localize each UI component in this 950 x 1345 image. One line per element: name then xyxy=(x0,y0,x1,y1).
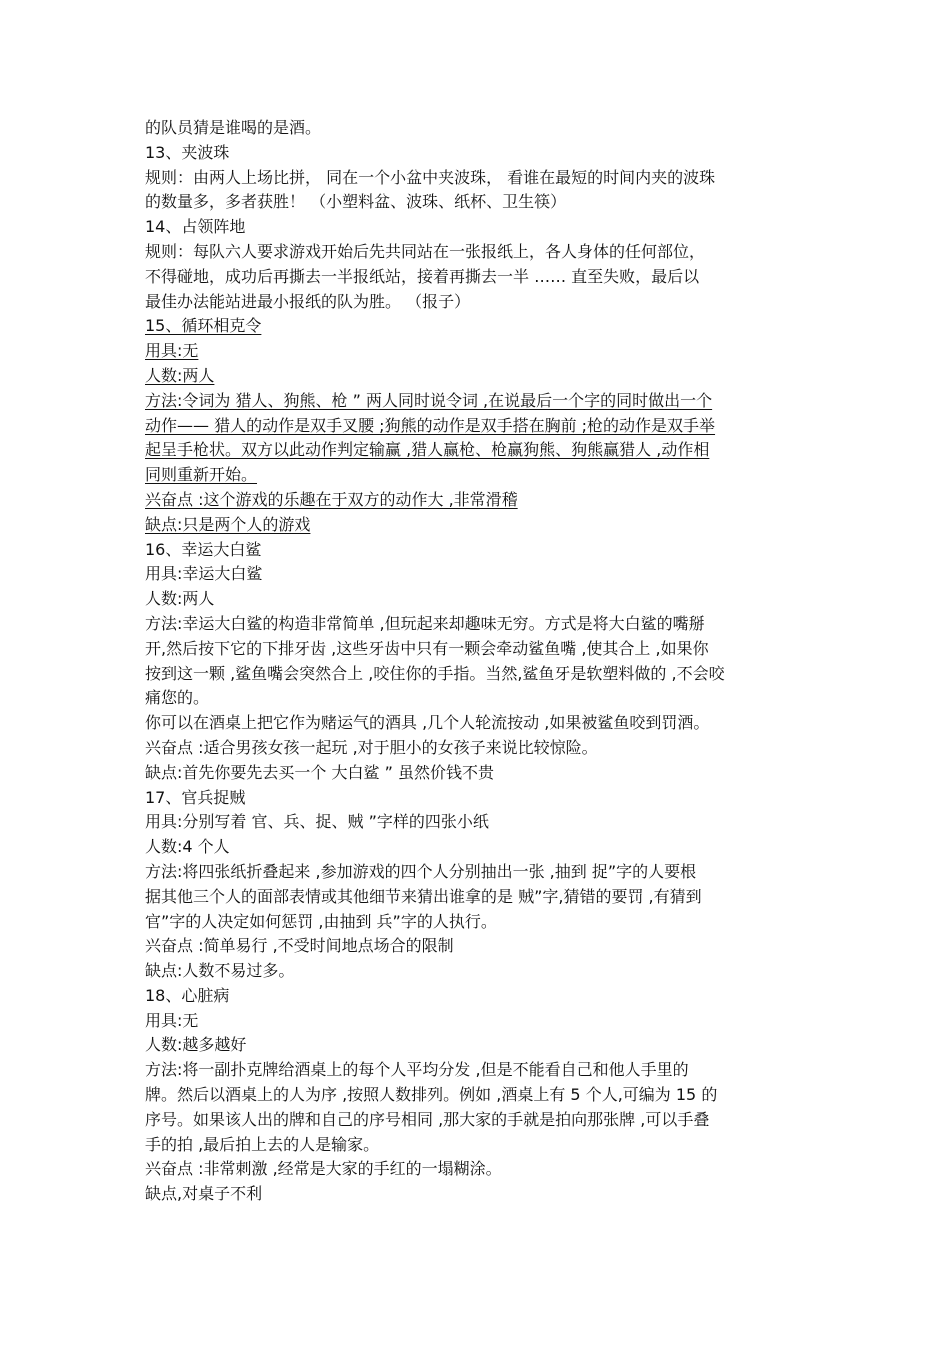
text-line: 用具:幸运大白鲨 xyxy=(145,564,263,584)
text-line: 兴奋点 :非常刺激 ,经常是大家的手红的一塌糊涂。 xyxy=(145,1159,502,1179)
text-line: 规则：每队六人要求游戏开始后先共同站在一张报纸上，各人身体的任何部位， xyxy=(145,241,706,261)
text-line: 序号。如果该人出的牌和自己的序号相同 ,那大家的手就是拍向那张牌 ,可以手叠 xyxy=(145,1109,710,1129)
text-line: 痛您的。 xyxy=(145,688,210,708)
section-heading: 16、幸运大白鲨 xyxy=(145,539,262,559)
text-line: 动作—— 猎人的动作是双手叉腰 ;狗熊的动作是双手搭在胸前 ;枪的动作是双手举 xyxy=(145,415,716,435)
text-line: 缺点:只是两个人的游戏 xyxy=(145,514,311,534)
text-line: 用具:分别写着 官、兵、捉、贼 ”字样的四张小纸 xyxy=(145,812,489,832)
text-line: 据其他三个人的面部表情或其他细节来猜出谁拿的是 贼”字,猜错的要罚 ,有猜到 xyxy=(145,886,702,906)
text-line: 缺点:首先你要先去买一个 大白鲨 ” 虽然价钱不贵 xyxy=(145,762,494,782)
text-line: 兴奋点 :这个游戏的乐趣在于双方的动作大 ,非常滑稽 xyxy=(145,489,518,509)
text-line: 你可以在酒桌上把它作为赌运气的酒具 ,几个人轮流按动 ,如果被鲨鱼咬到罚酒。 xyxy=(145,713,710,733)
section-heading: 13、夹波珠 xyxy=(145,142,230,162)
text-line: 方法:将一副扑克牌给酒桌上的每个人平均分发 ,但是不能看自己和他人手里的 xyxy=(145,1060,689,1080)
text-line: 牌。然后以酒桌上的人为序 ,按照人数排列。例如 ,酒桌上有 5 个人,可编为 15 的 xyxy=(145,1085,718,1105)
text-line: 兴奋点 :简单易行 ,不受时间地点场合的限制 xyxy=(145,936,454,956)
text-line: 缺点:人数不易过多。 xyxy=(145,961,295,981)
text-line: 手的拍 ,最后拍上去的人是输家。 xyxy=(145,1134,380,1154)
text-line: 的数量多，多者获胜！ （小塑料盆、波珠、纸杯、卫生筷） xyxy=(145,192,567,212)
text-line: 方法:幸运大白鲨的构造非常简单 ,但玩起来却趣味无穷。方式是将大白鲨的嘴掰 xyxy=(145,613,705,633)
text-line: 开,然后按下它的下排牙齿 ,这些牙齿中只有一颗会牵动鲨鱼嘴 ,使其合上 ,如果你 xyxy=(145,638,709,658)
text-line: 用具:无 xyxy=(145,341,199,361)
text-line: 人数:4 个人 xyxy=(145,837,230,857)
text-line: 官”字的人决定如何惩罚 ,由抽到 兵”字的人执行。 xyxy=(145,911,497,931)
text-line: 方法:令词为 猎人、狗熊、枪 ” 两人同时说令词 ,在说最后一个字的同时做出一个 xyxy=(145,390,713,410)
section-heading: 18、心脏病 xyxy=(145,985,230,1005)
text-line: 兴奋点 :适合男孩女孩一起玩 ,对于胆小的女孩子来说比较惊险。 xyxy=(145,737,598,757)
text-line: 按到这一颗 ,鲨鱼嘴会突然合上 ,咬住你的手指。当然,鲨鱼牙是软塑料做的 ,不会咬 xyxy=(145,663,725,683)
section-heading: 14、占领阵地 xyxy=(145,217,246,237)
text-line: 人数:两人 xyxy=(145,589,215,609)
document-body xyxy=(145,116,825,1207)
section-heading: 15、循环相克令 xyxy=(145,316,262,336)
text-line: 同则重新开始。 xyxy=(145,465,258,485)
text-line: 方法:将四张纸折叠起来 ,参加游戏的四个人分别抽出一张 ,抽到 捉”字的人要根 xyxy=(145,861,697,881)
text-line: 不得碰地，成功后再撕去一半报纸站，接着再撕去一半 …… 直至失败，最后以 xyxy=(145,266,700,286)
text-line: 人数:两人 xyxy=(145,365,215,385)
text-line: 规则：由两人上场比拼， 同在一个小盆中夹波珠， 看谁在最短的时间内夹的波珠 xyxy=(145,167,716,187)
text-line: 用具:无 xyxy=(145,1010,199,1030)
text-line: 起呈手枪状。双方以此动作判定输赢 ,猎人赢枪、枪赢狗熊、狗熊赢猎人 ,动作相 xyxy=(145,440,710,460)
text-line: 缺点,对桌子不利 xyxy=(145,1184,263,1204)
text-line: 人数:越多越好 xyxy=(145,1035,247,1055)
text-line: 的队员猜是谁喝的是酒。 xyxy=(145,118,322,137)
section-heading: 17、官兵捉贼 xyxy=(145,787,246,807)
text-line: 最佳办法能站进最小报纸的队为胜。 （报子） xyxy=(145,291,471,311)
